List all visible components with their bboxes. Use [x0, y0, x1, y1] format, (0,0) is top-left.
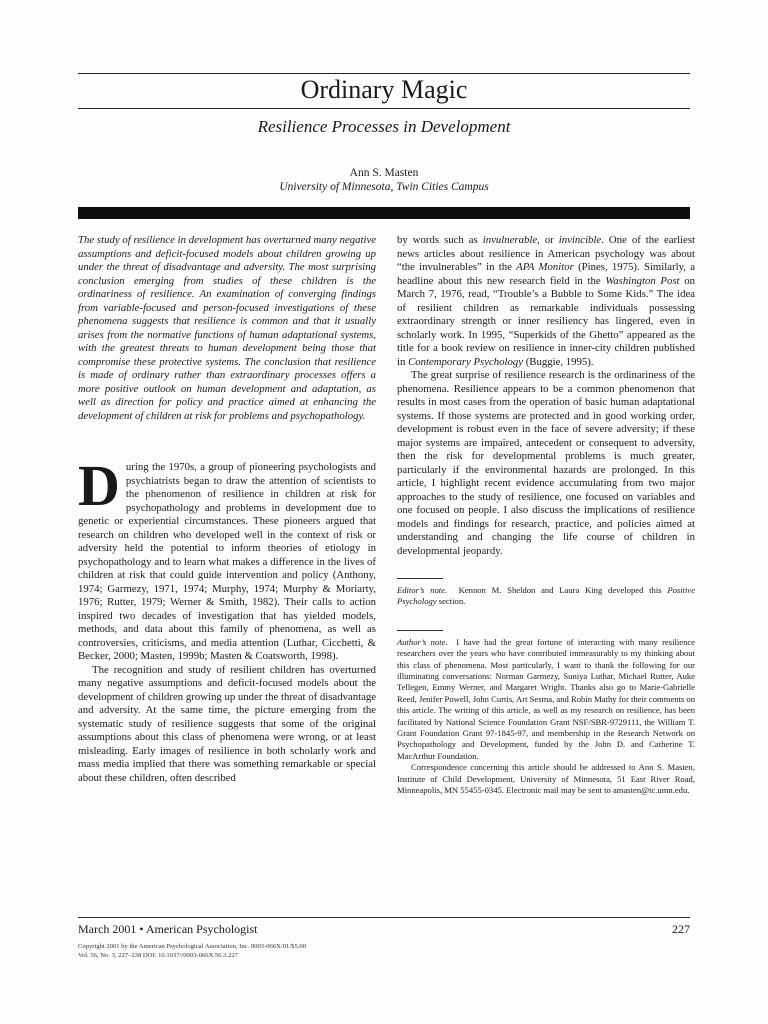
italic-run: APA Monitor: [516, 261, 574, 273]
page-number: 227: [672, 922, 690, 936]
text-run: . One of the earliest news articles about resilience in American psychology was about “the invulnerables” in the: [397, 234, 695, 273]
italic-run: invulnerable: [482, 234, 538, 246]
note-divider: [397, 630, 443, 631]
text-run: on March 7, 1976, read, “Trouble’s a Bubble to Some Kids.” The idea of resilient children as remarkable individuals possessing extraordinary strength or inner resiliency has lingered, even in scholarly work. In 1995, “Superkids of the Ghetto” appeared as the title for a book review on resilience in inner-city children published in: [397, 274, 695, 368]
text-run: (Pines, 1975). Similarly, a headline about this new research field in the: [397, 261, 695, 287]
text-run: (Buggie, 1995).: [523, 355, 594, 368]
author-affiliation: University of Minnesota, Twin Cities Campus: [279, 181, 489, 193]
italic-run: Washington Post: [605, 274, 680, 287]
left-column: [78, 234, 376, 785]
abstract: The study of resilience in development has overturned many negative assumptions and deficit-focused models about children growing up under the threat of disadvantage and adversity. The most surprising conclusion emerging from studies of these children is the ordinariness of resilience. An examination of converging findings from variable-focused and person-focused investigations of these phenomena suggests that resilience is common and that it usually arises from the normative functions of human adaptational systems, with the greatest threats to human development being those that compromise these protective systems. The conclusion that resilience is made of ordinary rather than extraordinary processes offers a more positive outlook on human development and adaptation, as well as direction for policy and practice aimed at enhancing the development of children at risk for problems and psychopathology.: [78, 234, 376, 422]
article-title: Ordinary Magic: [300, 75, 468, 104]
header-black-bar: [78, 207, 690, 219]
drop-cap: D: [78, 453, 120, 518]
authors-note-label: Author’s note.: [397, 636, 448, 647]
body-paragraph-4: The great surprise of resilience research is the ordinariness of the phenomena. Resilience appears to be a common phenomenon that results in most cases from the operation of basic human adaptational systems. If those systems are protected and in good working order, development is robust even in the face of severe adversity; if these major systems are impaired, antecedent or consequent to adversity, then the risk for developmental problems is much greater, particularly if the environmental hazards are prolonged. In this article, I highlight recent evidence accumulating from two major approaches to the study of resilience, one focused on variables and one focused on people. I also discuss the implications of resilience models and findings for research, practice, and policies aimed at understanding and changing the life course of children in developmental jeopardy.: [397, 369, 695, 557]
authors-note: [397, 637, 695, 762]
body-paragraph-1: [78, 453, 376, 664]
body-paragraph-1-text: uring the 1970s, a group of pioneering psychologists and psychiatrists began to draw the attention of scientists to the phenomenon of resilience in children at risk for psychopathology and problems in development due to genetic or experiential circumstances. These pioneers argued that research on children who developed well in the context of risk or adversity held the potential to inform theories of etiology in psychopathology and to learn what makes a difference in the lives of children at risk that could guide intervention and policy (Anthony, 1974; Garmezy, 1971, 1974; Murphy, 1974; Murphy & Moriarty, 1976; Rutter, 1979; Werner & Smith, 1982). Their calls to action inspired two decades of investigation that has yielded models, methods, and data about this family of phenomena, as well as controversies, criticisms, and media attention (Luthar, Cicchetti, & Becker, 2000; Masten, 1999b; Masten & Coatsworth, 1998).: [78, 461, 376, 662]
italic-run: Positive Psychology: [397, 585, 696, 607]
right-column: [397, 234, 695, 797]
copyright-info: [78, 943, 306, 960]
text-run: Kennon M. Sheldon and Laura King developed this: [458, 585, 668, 595]
text-run: , or: [537, 234, 559, 246]
correspondence-note: Correspondence concerning this article should be addressed to Ann S. Masten, Institute of Child Development, University of Minnesota, 51 East River Road, Minneapolis, MN 55455-0345. Electronic mail may be sent to amasten@tc.umn.edu.: [397, 762, 695, 796]
text-run: by words such as: [397, 234, 483, 246]
text-run: section.: [436, 596, 466, 607]
author-name: Ann S. Masten: [349, 167, 419, 179]
authors-note-text: I have had the great fortune of interacting with many resilience researchers over the years who have contributed immeasurably to my thinking about this class of phenomena. Most particularly, I want to thank the following for our illuminating conversations: Norman Garmezy, Suniya Luthar, Michael Rutter, Auke Tellegen, Emmy Werner, and Margaret Wright. Thanks also go to Marie-Gabrielle Reed, Jenifer Powell, John Curtis, Art Sesma, and Robin Mathy for their comments on this article. The writing of this article, as well as my research on resilience, has been facilitated by National Science Foundation Grant NSF/SBR-9729111, the William T. Grant Foundation Grant 97-1845-97, and membership in the Research Network on Psychopathology and Development, funded by the John D. and Catherine T. MacArthur Foundation.: [397, 636, 695, 761]
footer-rule: [78, 917, 690, 918]
header-mid-rule: [78, 108, 690, 109]
italic-run: invincible: [558, 234, 602, 246]
body-paragraph-2: The recognition and study of resilient children has overturned many negative assumptions and deficit-focused models about the development of children growing up under the threat of disadvantage and adversity. At the same time, the picture emerging from the systematic study of resilience suggests that some of the original assumptions about this class of phenomena were wrong, or at least misleading. Early images of resilience in both scholarly work and mass media implied that there was something remarkable or special about these children, often described: [78, 663, 376, 784]
editors-note-label: Editor’s note.: [397, 585, 448, 595]
article-subtitle: Resilience Processes in Development: [257, 117, 511, 136]
note-divider: [397, 578, 443, 579]
body-paragraph-3: [397, 234, 695, 369]
editors-note: [397, 585, 695, 608]
journal-issue: March 2001 • American Psychologist: [78, 922, 258, 936]
doi-line: Vol. 56, No. 3, 227–238 DOI: 10.1037//0003-066X.56.3.227: [78, 951, 238, 959]
copyright-line: Copyright 2001 by the American Psychological Association, Inc. 0003-066X/01/$5.00: [78, 943, 307, 950]
italic-run: Contemporary Psychology: [408, 355, 524, 368]
